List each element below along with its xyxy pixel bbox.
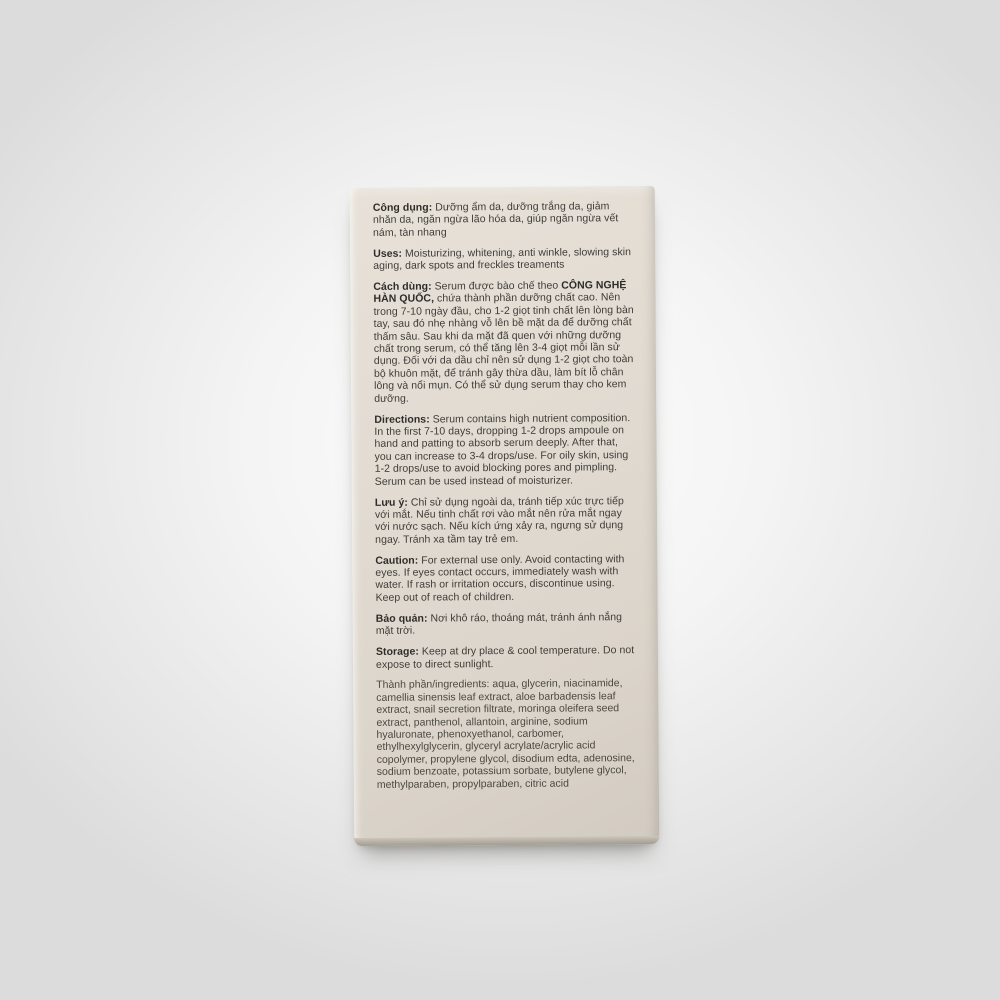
section-uses <box>373 246 635 273</box>
section-bao-quan <box>376 611 638 638</box>
section-heading: Caution: <box>375 554 419 567</box>
section-heading: CÔNG NGHỆ HÀN QUỐC, <box>373 279 627 306</box>
section-heading: Lưu ý: <box>374 496 408 509</box>
section-heading: Directions: <box>374 413 430 426</box>
product-box-back <box>350 186 660 846</box>
section-text: Nơi khô ráo, thoáng mát, tránh ánh nắng mặt trời. <box>375 610 623 638</box>
section-text: Dưỡng ẩm da, dưỡng trắng da, giảm nhăn da, ngăn ngừa lão hóa da, giúp ngăn ngừa vết nám, tàn nhang <box>372 200 619 239</box>
section-storage <box>376 644 638 671</box>
box-bottom-edge <box>354 836 659 846</box>
section-heading: Storage: <box>375 645 419 658</box>
section-text: For external use only. Avoid contacting with eyes. If eyes contact occurs, immediately wash with water. If rash or irritation occurs, discontinue using. Keep out of reach of children. <box>375 552 625 604</box>
section-heading: Bảo quản: <box>375 612 428 625</box>
section-heading: Cách dùng: <box>373 280 432 293</box>
section-text: Moisturizing, whitening, anti winkle, slowing skin aging, dark spots and freckles treaments <box>373 245 632 273</box>
section-directions <box>374 412 637 488</box>
section-text: Chỉ sử dụng ngoài da, tránh tiếp xúc trực tiếp với mắt. Nếu tinh chất rơi vào mắt nên rửa mắt ngay với nước sạch. Nếu kích ứng xảy ra, ngưng sử dụng ngay. Tránh xa tầm tay trẻ em. <box>374 494 624 546</box>
section-caution <box>375 553 637 604</box>
section-cach-dung <box>373 279 636 405</box>
section-text: Keep at dry place & cool temperature. Do not expose to direct sunlight. <box>375 644 635 671</box>
section-ingredients <box>376 677 639 790</box>
section-luu-y <box>375 495 637 546</box>
section-text: Thành phần/ingredients: aqua, glycerin, niacinamide, camellia sinensis leaf extract, aloe barbadensis leaf extract, snail secretion filtrate, moringa oleifera seed extract, panthenol, allantoin, arginine, sodium hyaluronate, phenoxyethanol, carbomer, ethylhexylglycerin, glyceryl acrylate/acrylic acid copolymer, propylene glycol, disodium edta, adenosine, sodium benzoate, potassium sorbate, butylene glycol, methylparaben, propylparaben, citric acid <box>376 677 635 791</box>
section-text: Serum được bào chế theo <box>431 279 562 293</box>
section-text: chứa thành phần dưỡng chất cao. Nên trong 7-10 ngày đầu, cho 1-2 giọt tinh chất lên lòng bàn tay, sau đó nhẹ nhàng vỗ lên bề mặt da để dưỡng chất thấm sâu. Sau khi da mặt đã quen với những dưỡng chất trong serum, có thể tăng lên 3-4 giọt mỗi lần sử dụng. Đối với da dầu chỉ nên sử dụng 1-2 giọt cho toàn bộ khuôn mặt, để tránh gây thừa dầu, làm bít lỗ chân lông và nổi mụn. Có thể sử dụng serum thay cho kem dưỡng. <box>373 291 634 405</box>
section-heading: Công dụng: <box>372 201 433 214</box>
section-cong-dung <box>373 200 635 239</box>
label-text-panel <box>373 200 639 799</box>
section-text: Serum contains high nutrient composition. In the first 7-10 days, dropping 1-2 drops ampoule on hand and patting to absorb serum deeply. After that, you can increase to 3-4 drops/use. For oily skin, using 1-2 drops/use to avoid blocking pores and pimpling. Serum can be used instead of moisturizer. <box>374 411 631 488</box>
section-heading: Uses: <box>373 247 403 260</box>
